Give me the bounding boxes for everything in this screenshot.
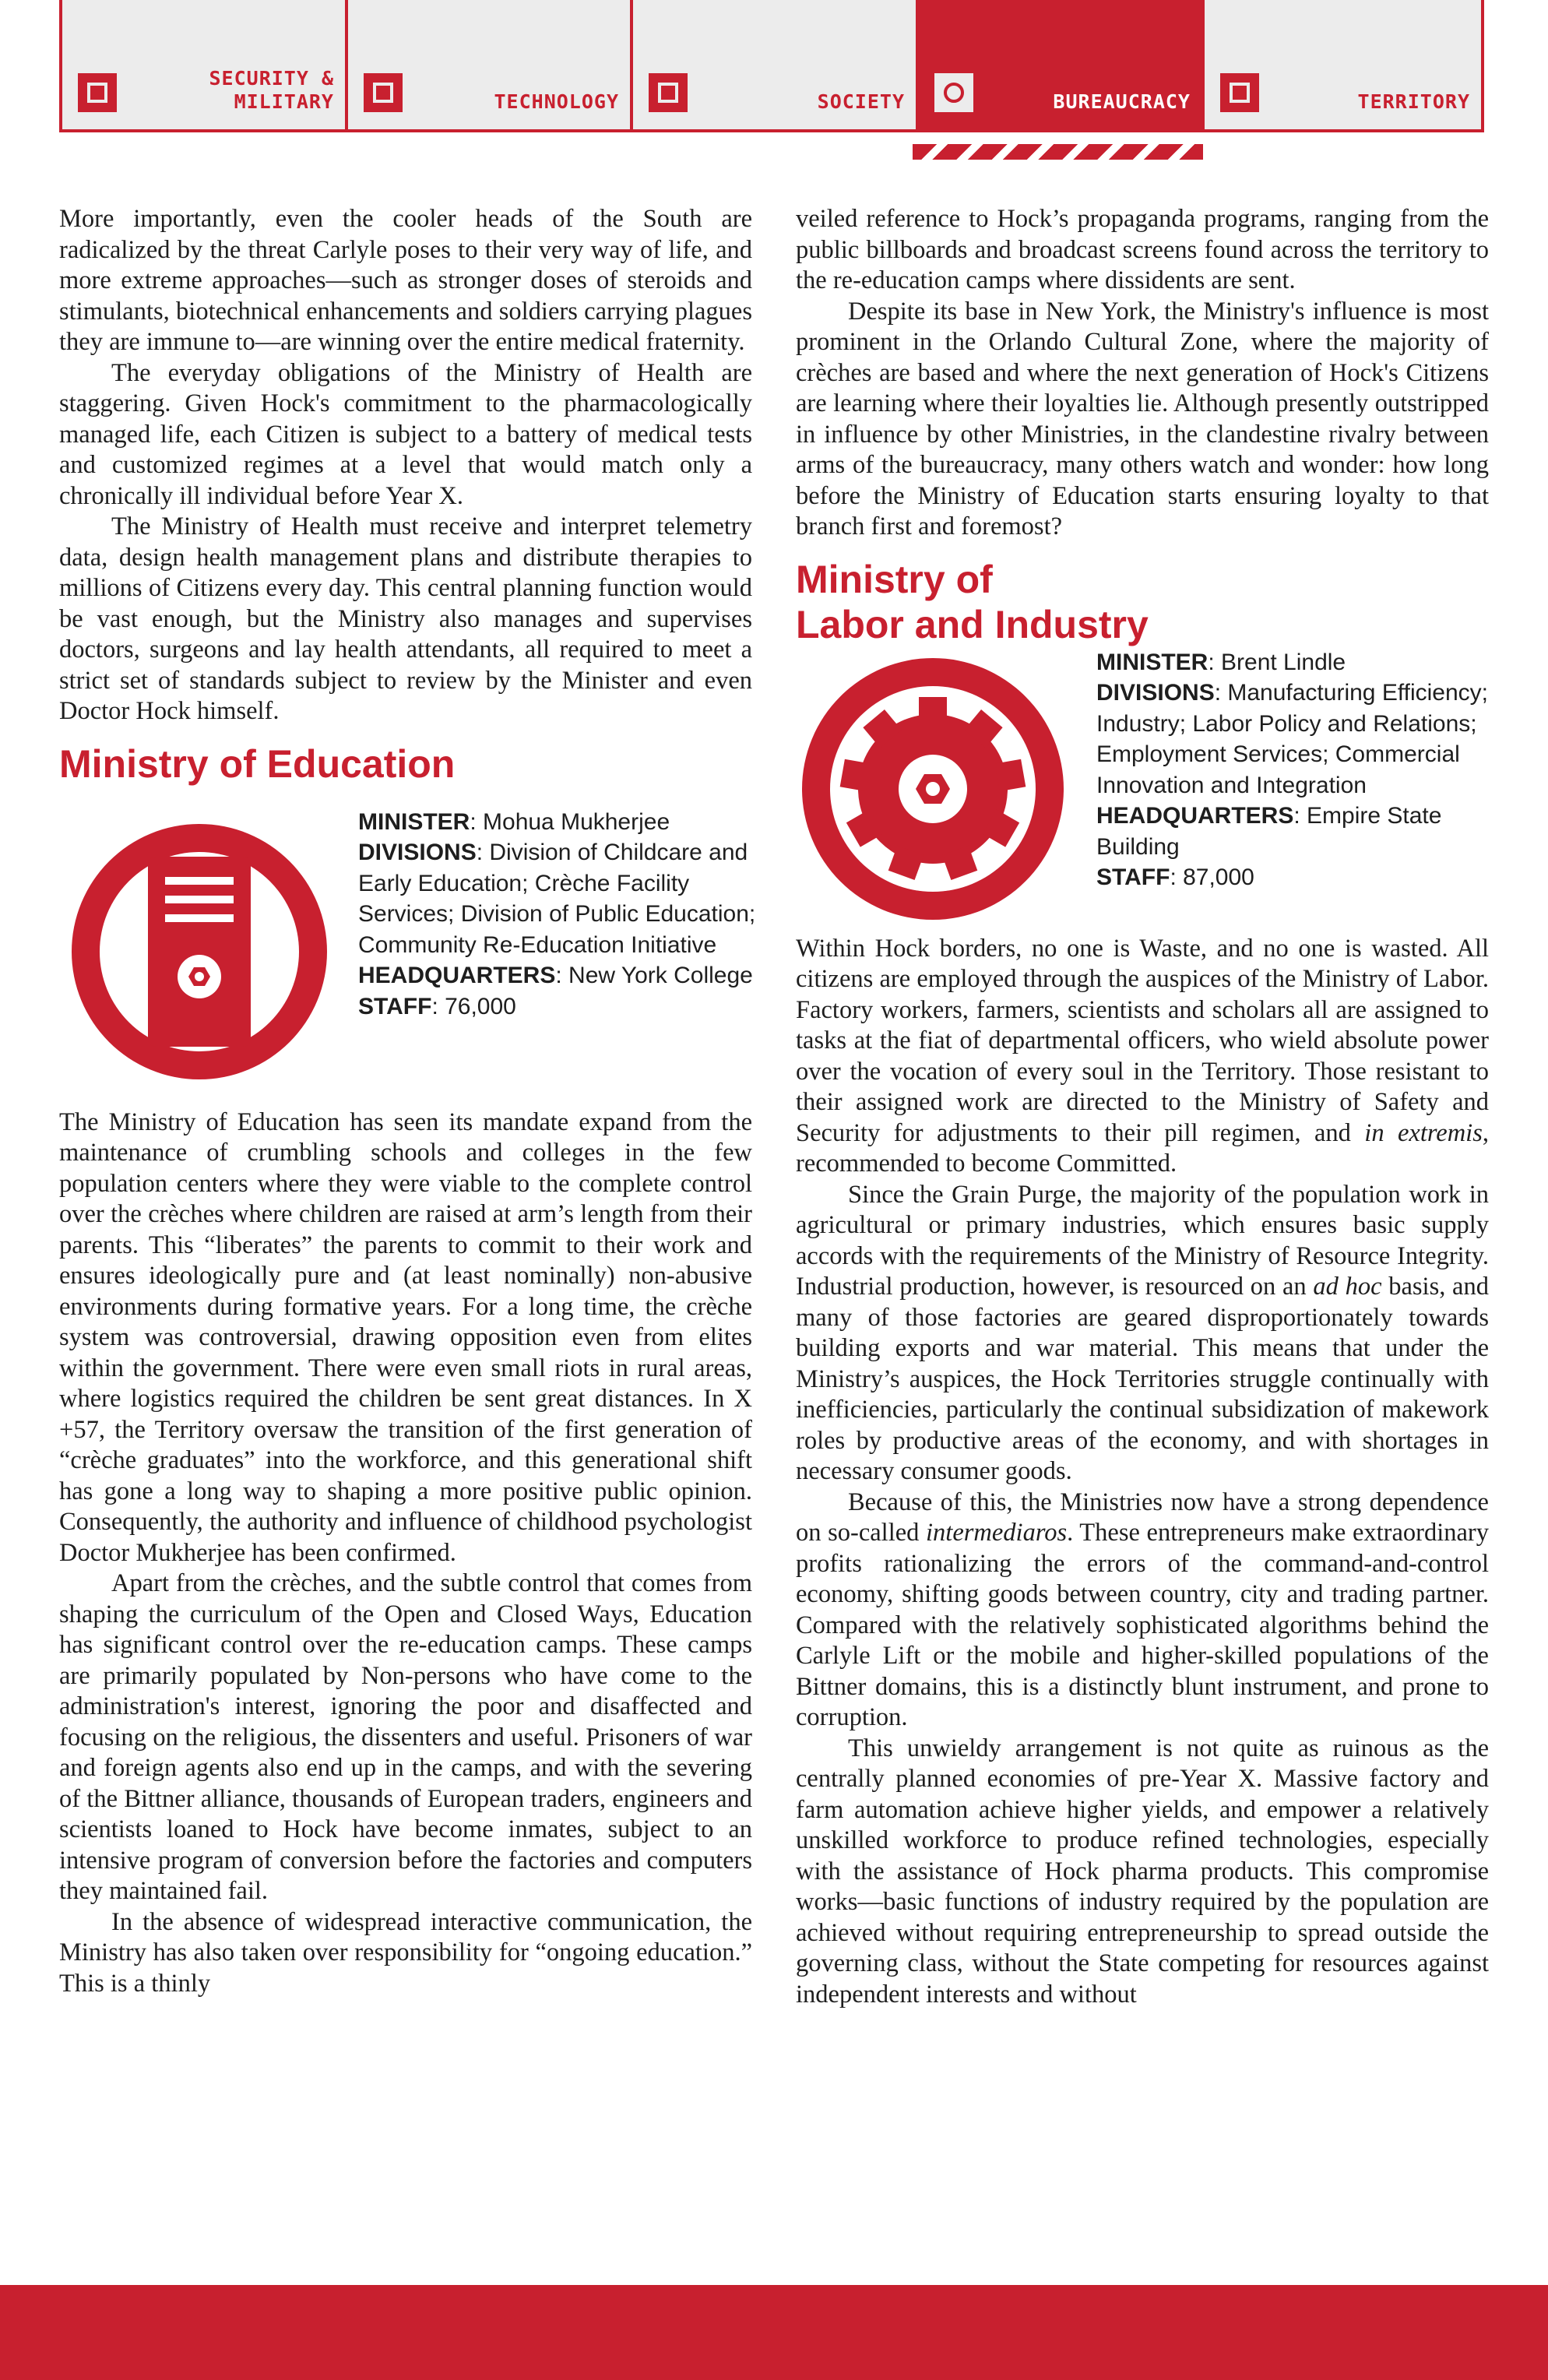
footer-band: [0, 2285, 1548, 2380]
divisions-label: DIVISIONS: [1096, 680, 1215, 706]
square-marker-icon: [649, 73, 688, 112]
body-paragraph: More importantly, even the cooler heads of the South are radicalized by the threat Carlyle poses to their very way of life, and more extreme approaches—such as stronger doses of steroids and stimulants, biotechnical enhancements and soldiers carrying plagues they are immune to—are winning over the entire medical fraternity.: [59, 205, 752, 356]
tab-label: SOCIETY: [817, 90, 905, 113]
section-heading-labor: [796, 557, 1489, 647]
divisions-value: : Manufacturing Efficiency; Industry; Labor Policy and Relations; Employment Services; Commercial Innovation and Integration: [1096, 680, 1488, 798]
section-tab-bar: [59, 0, 1484, 132]
right-column: [796, 204, 1489, 2010]
minister-value: : Brent Lindle: [1208, 649, 1346, 675]
staff-label: STAFF: [358, 993, 432, 1019]
body-paragraph: Apart from the crèches, and the subtle control that comes from shaping the curriculum of the Open and Closed Ways, Education has significant control over the re-education camps. These camps are primarily populated by Non-persons who have come to the administration's interest, ignoring the poor and disaffected and focusing on the religious, the dissenters and useful. Prisoners of war and foreign agents also end up in the camps, and with the severing of the Bittner alliance, thousands of European traders, engineers and scientists loaned to Hock have become inmates, subject to an intensive program of conversion before the factories and computers they maintained fail.: [59, 1569, 752, 1905]
tab-label: SECURITY & MILITARY: [209, 67, 334, 113]
body-paragraph: In the absence of widespread interactive communication, the Ministry has also taken over responsibility for “ongoing education.” This is a thinly: [59, 1907, 752, 1998]
staff-value: : 76,000: [431, 993, 516, 1019]
education-infobox: [59, 787, 756, 1107]
divisions-value: : Division of Childcare and Early Education; Crèche Facility Services; Division of Public Education; Community Re-Education Initiative: [358, 840, 756, 958]
tab-society[interactable]: [633, 0, 919, 129]
minister-value: : Mohua Mukherjee: [470, 808, 670, 835]
headquarters-value: : Empire State Building: [1096, 803, 1442, 860]
body-paragraph: The everyday obligations of the Ministry of Health are staggering. Given Hock's commitment to the pharmacologically managed life, each Citizen is subject to a battery of medical tests and customized regimes at a level that would match only a chronically ill individual before Year X.: [59, 358, 752, 510]
left-column: [59, 204, 756, 1999]
body-paragraph: Despite its base in New York, the Ministry's influence is most prominent in the Orlando Cultural Zone, where the majority of crèches are based and where the next generation of Hock's Citizens are learning where their loyalties lie. Although presently outstripped in influence by other Ministries, in the clandestine rivalry between arms of the bureaucracy, many others watch and wonder: how long before the Ministry of Education starts ensuring loyalty to that branch first and foremost?: [796, 297, 1489, 540]
body-paragraph: Because of this, the Ministries now have a strong dependence on so-called intermediaros. These entrepreneurs make extraordinary profits rationalizing the errors of the command-and-control economy, shifting goods between country, city and trading partner. Compared with the relatively sophisticated algorithms behind the Carlyle Lift or the mobile and higher-skilled populations of the Bittner domains, this is a distinctly blunt instrument, and prone to corruption.: [796, 1488, 1489, 1731]
minister-label: MINISTER: [1096, 649, 1208, 675]
education-details: [358, 807, 763, 1023]
staff-label: STAFF: [1096, 864, 1170, 890]
section-heading-education: Ministry of Education: [59, 741, 456, 786]
square-marker-icon: [364, 73, 403, 112]
body-paragraph: veiled reference to Hock’s propaganda programs, ranging from the public billboards and broadcast screens found across the territory to the re-education camps where dissidents are sent.: [796, 205, 1489, 294]
tab-label: TECHNOLOGY: [494, 90, 619, 113]
heading-line: Labor and Industry: [796, 602, 1149, 646]
book-icon: [72, 824, 327, 1079]
heading-line: Ministry of: [796, 557, 993, 601]
active-tab-stripe-indicator: [913, 144, 1203, 160]
divisions-label: DIVISIONS: [358, 840, 477, 865]
gear-icon: [802, 658, 1064, 920]
headquarters-label: HEADQUARTERS: [1096, 803, 1294, 829]
headquarters-label: HEADQUARTERS: [358, 963, 556, 988]
tab-label: TERRITORY: [1357, 90, 1470, 113]
tab-territory[interactable]: [1205, 0, 1481, 129]
tab-bureaucracy[interactable]: [919, 0, 1205, 129]
body-paragraph: This unwieldy arrangement is not quite as ruinous as the centrally planned economies of pre-Year X. Massive factory and farm automation achieve higher yields, and empower a relatively unskilled workforce to produce refined technologies, especially with the assistance of Hock pharma products. This compromise works—basic functions of industry required by the population are achieved without requiring entrepreneurship to spread outside the governing class, without the State competing for resources against independent interests and without: [796, 1734, 1489, 2009]
labor-details: [1096, 647, 1493, 893]
tab-security-military[interactable]: [62, 0, 348, 129]
tab-label: BUREAUCRACY: [1053, 90, 1191, 113]
staff-value: : 87,000: [1170, 864, 1254, 890]
circle-marker-icon: [934, 73, 973, 112]
square-marker-icon: [1220, 73, 1259, 112]
minister-label: MINISTER: [358, 808, 470, 835]
square-marker-icon: [78, 73, 117, 112]
body-paragraph: The Ministry of Education has seen its mandate expand from the maintenance of crumbling schools and colleges in the few population centers where they were viable to the complete control over the crèches where children are raised at arm’s length from their parents. This “liberates” the parents to commit to their work and ensures ideologically pure and (at least nominally) non-abusive environments during formative years. For a long time, the crèche system was controversial, drawing opposition even from elites within the government. There were even small riots in rural areas, where logistics required the children be sent great distances. In X +57, the Territory oversaw the transition of the first generation of “crèche graduates” into the workforce, and this generational shift has gone a long way to shaping a more positive public opinion. Consequently, the authority and influence of childhood psychologist Doctor Mukherjee has been confirmed.: [59, 1107, 752, 1567]
labor-infobox: [796, 647, 1489, 934]
emphasis: intermediaros: [926, 1519, 1068, 1547]
emphasis: in extremis: [1364, 1118, 1483, 1147]
body-paragraph: Since the Grain Purge, the majority of the population work in agricultural or primary industries, which ensures basic supply accords with the requirements of the Ministry of Resource Integrity. Industrial production, however, is resourced on an ad hoc basis, and many of those factories are geared disproportionately towards building exports and war material. This means that under the Ministry’s auspices, the Hock Territories struggle continually with inefficiencies, particularly the continual subsidization of makework roles by productive areas of the economy, and with shortages in necessary consumer goods.: [796, 1180, 1489, 1485]
emphasis: ad hoc: [1313, 1273, 1382, 1301]
tab-technology[interactable]: [348, 0, 633, 129]
headquarters-value: : New York College: [555, 963, 753, 988]
body-paragraph: Within Hock borders, no one is Waste, and no one is wasted. All citizens are employed through the auspices of the Ministry of Labor. Factory workers, farmers, scientists and scholars all are assigned to tasks at the fiat of departmental officers, who wield absolute power over the vocation of every soul in the Territory. Those resistant to their assigned work are directed to the Ministry of Safety and Security for adjustments to their pill regimen, and in extremis, recommended to become Committed.: [796, 934, 1489, 1178]
body-paragraph: The Ministry of Health must receive and interpret telemetry data, design health management plans and distribute therapies to millions of Citizens every day. This central planning function would be vast enough, but the Ministry also manages and supervises doctors, surgeons and lay health attendants, all required to meet a strict set of standards subject to review by the Minister and even Doctor Hock himself.: [59, 512, 752, 725]
